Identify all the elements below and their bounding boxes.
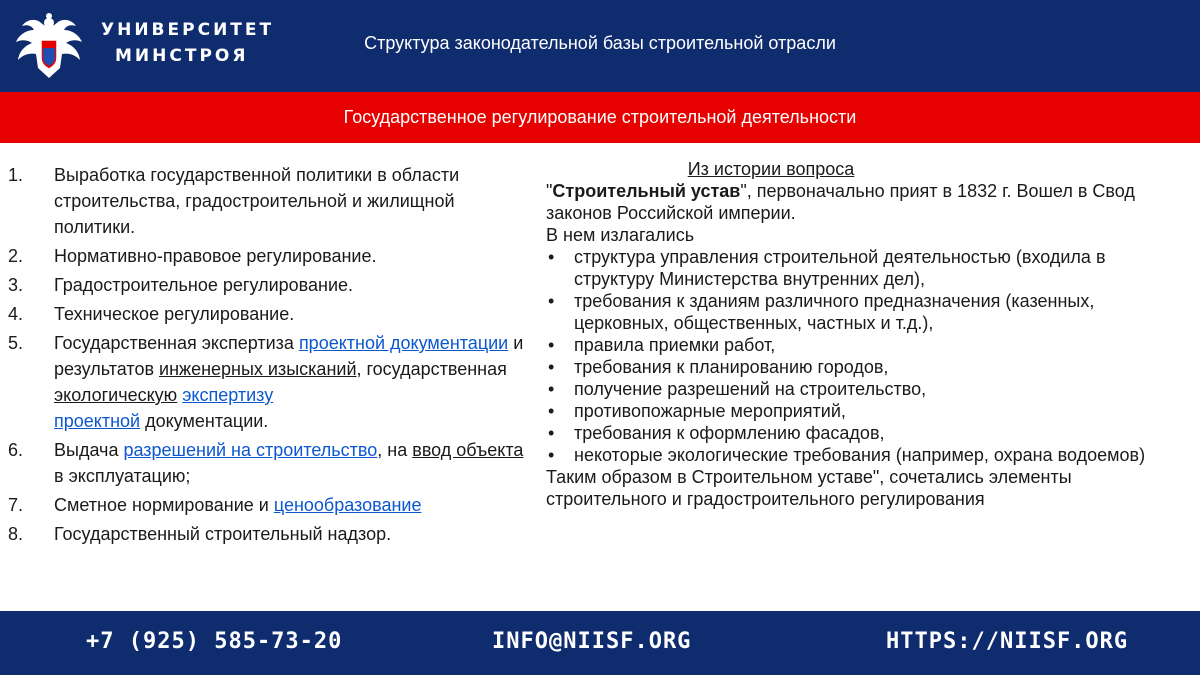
ecological-text: экологическую xyxy=(54,385,178,405)
brand-line-2: МИНСТРОЯ xyxy=(115,46,249,66)
bullet-item xyxy=(546,400,1186,422)
list-text: Нормативно-правовое регулирование. xyxy=(54,246,377,266)
coat-of-arms-eagle-icon xyxy=(10,8,88,86)
bullet-icon: • xyxy=(548,401,555,421)
list-item xyxy=(8,301,528,327)
list-text: , на xyxy=(377,440,413,460)
link-building-permits[interactable]: разрешений на строительство xyxy=(123,440,378,460)
list-text: в эксплуатацию; xyxy=(54,466,191,486)
list-number: 1. xyxy=(8,165,24,185)
link-project-documentation[interactable]: проектной документации xyxy=(298,333,509,353)
bullet-item xyxy=(546,422,1186,444)
list-number: 4. xyxy=(8,304,24,324)
list-text: Техническое регулирование. xyxy=(54,304,295,324)
list-text: Градостроительное регулирование. xyxy=(54,275,354,295)
list-text: Сметное нормирование и xyxy=(54,495,274,515)
bullet-item xyxy=(546,334,1186,356)
regulation-list xyxy=(8,162,528,550)
list-number: 8. xyxy=(8,524,24,544)
quote-mark: " xyxy=(546,181,553,201)
page-title: Структура законодательной базы строительной отрасли xyxy=(364,33,836,53)
footer-phone[interactable]: +7 (925) 585-73-20 xyxy=(86,629,343,654)
history-section xyxy=(546,158,1186,510)
bullet-text: некоторые экологические требования (например, охрана водоемов) xyxy=(574,445,1146,465)
history-intro-text: ", первоначально прият в 1832 г. Вошел в Свод законов Российской империи. xyxy=(546,181,1135,223)
commissioning-text: ввод объекта xyxy=(412,440,524,460)
bullet-text: получение разрешений на строительство, xyxy=(574,379,927,399)
link-pricing[interactable]: ценообразование xyxy=(273,495,422,515)
list-text: и результатов xyxy=(54,333,524,379)
bullet-item xyxy=(546,378,1186,400)
bullet-text: требования к зданиям различного предназначения (казенных, церковных, общественных, частных и т.д.), xyxy=(574,291,1095,333)
list-text: Выдача xyxy=(54,440,124,460)
engineering-surveys-text: инженерных изысканий xyxy=(159,359,357,379)
list-number: 6. xyxy=(8,440,24,460)
list-text: документации. xyxy=(140,411,269,431)
list-item xyxy=(8,521,528,547)
brand-name xyxy=(101,17,301,69)
list-item xyxy=(8,272,528,298)
footer-website[interactable]: HTTPS://NIISF.ORG xyxy=(886,629,1129,654)
bullet-item xyxy=(546,290,1186,334)
list-item xyxy=(8,162,528,240)
bullet-item xyxy=(546,246,1186,290)
bullet-icon: • xyxy=(548,423,555,443)
bullet-text: противопожарные мероприятий, xyxy=(574,401,846,421)
brand-line-1: УНИВЕРСИТЕТ xyxy=(101,20,275,40)
list-number: 5. xyxy=(8,333,24,353)
footer-email[interactable]: INFO@NIISF.ORG xyxy=(492,629,692,654)
bullet-item xyxy=(546,356,1186,378)
list-text: Государственный строительный надзор. xyxy=(54,524,392,544)
list-number: 7. xyxy=(8,495,24,515)
bullet-icon: • xyxy=(548,247,555,267)
bullet-icon: • xyxy=(548,291,555,311)
section-bar xyxy=(0,92,1200,143)
history-heading: Из истории вопроса xyxy=(687,159,855,179)
list-number: 2. xyxy=(8,246,24,266)
list-item xyxy=(8,492,528,518)
statute-name: Строительный устав xyxy=(552,181,741,201)
link-project[interactable]: проектной xyxy=(54,411,141,431)
list-text: , государственная xyxy=(356,359,507,379)
bullet-icon: • xyxy=(548,445,555,465)
section-title: Государственное регулирование строительной деятельности xyxy=(343,107,857,127)
list-text: Выработка государственной политики в области строительства, градостроительной и жилищной политики. xyxy=(54,165,460,237)
history-lead: В нем излагались xyxy=(546,225,695,245)
bullet-icon: • xyxy=(548,379,555,399)
bullet-text: требования к планированию городов, xyxy=(574,357,889,377)
bullet-icon: • xyxy=(548,335,555,355)
bullet-item xyxy=(546,444,1186,466)
bullet-text: требования к оформлению фасадов, xyxy=(574,423,885,443)
list-item xyxy=(8,243,528,269)
list-item xyxy=(8,437,528,489)
footer-bar xyxy=(0,611,1200,675)
bullet-icon: • xyxy=(548,357,555,377)
bullet-text: структура управления строительной деятельностью (входила в структуру Министерства внутренних дел), xyxy=(574,247,1106,289)
list-item xyxy=(8,330,528,434)
bullet-text: правила приемки работ, xyxy=(574,335,776,355)
list-text: Государственная экспертиза xyxy=(54,333,299,353)
history-conclusion: Таким образом в Строительном уставе", сочетались элементы строительного и градостроительного регулирования xyxy=(546,467,1072,509)
list-number: 3. xyxy=(8,275,24,295)
header-bar xyxy=(0,0,1200,92)
link-expertise[interactable]: экспертизу xyxy=(182,385,274,405)
history-intro xyxy=(546,180,1186,224)
